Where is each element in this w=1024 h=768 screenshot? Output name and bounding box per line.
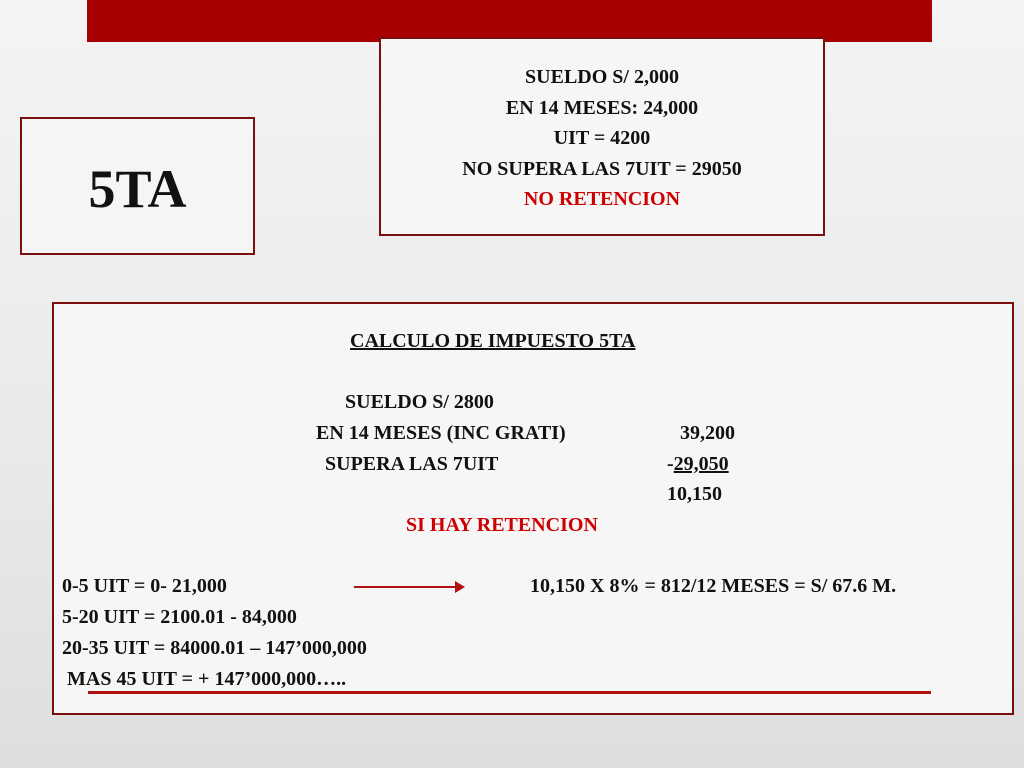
bracket-row: 5-20 UIT = 2100.01 - 84,000 <box>62 606 297 628</box>
info-sueldo: SUELDO S/ 2,000 <box>525 66 679 88</box>
calc-result: SI HAY RETENCION <box>406 514 598 536</box>
bracket-row: 20-35 UIT = 84000.01 – 147’000,000 <box>62 637 367 659</box>
bracket-row: MAS 45 UIT = + 147’000,000….. <box>62 668 347 690</box>
info-uit: UIT = 4200 <box>553 127 651 149</box>
slide-title: 5TA <box>88 159 187 219</box>
top-accent-bar <box>87 0 932 42</box>
calc-supera-sign: - <box>667 453 674 475</box>
info-result: NO RETENCION <box>523 188 681 210</box>
info-supera: NO SUPERA LAS 7UIT = 29050 <box>462 158 742 180</box>
bracket-row: 0-5 UIT = 0- 21,000 <box>62 575 227 597</box>
arrow-right-icon <box>455 581 465 593</box>
bottom-underline <box>88 691 931 694</box>
calc-meses-value: 39,200 <box>680 422 735 444</box>
calc-supera-value <box>667 451 729 477</box>
title-box <box>20 117 255 255</box>
calc-diff-value: 10,150 <box>667 483 722 505</box>
info-meses: EN 14 MESES: 24,000 <box>505 97 699 119</box>
calc-sueldo: SUELDO S/ 2800 <box>345 391 494 413</box>
calc-meses-label: EN 14 MESES (INC GRATI) <box>316 422 566 444</box>
info-box <box>379 37 825 236</box>
calc-heading: CALCULO DE IMPUESTO 5TA <box>350 330 636 352</box>
calc-supera-number: 29,050 <box>673 453 729 475</box>
calc-supera-label: SUPERA LAS 7UIT <box>325 453 499 475</box>
calc-formula: 10,150 X 8% = 812/12 MESES = S/ 67.6 M. <box>530 575 897 597</box>
arrow-line <box>354 586 456 588</box>
